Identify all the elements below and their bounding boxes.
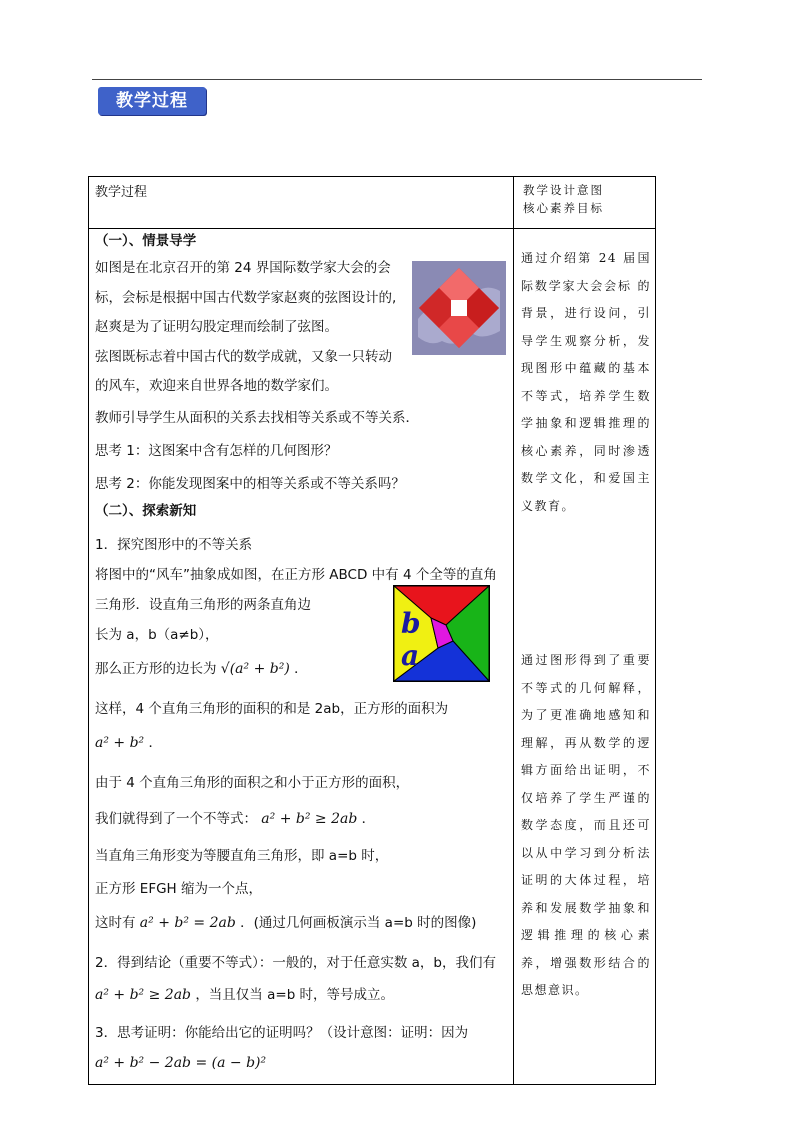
step1-line7: 由于 4 个直角三角形的面积之和小于正方形的面积， — [95, 775, 410, 791]
label-b: b — [401, 607, 421, 640]
inequality-formula: a² + b² ≥ 2ab — [261, 811, 358, 827]
proof-formula: a² + b² − 2ab = (a − b)² — [95, 1055, 267, 1071]
step1-line6 — [95, 731, 162, 751]
side-length-formula: √(a² + b²) — [220, 661, 290, 677]
pinwheel-figure — [393, 585, 490, 682]
step1-line4 — [95, 657, 308, 677]
logo-center-square — [451, 300, 467, 316]
col2-header-line2: 核心素养目标 — [523, 201, 604, 215]
section-badge: 教学过程 — [98, 87, 206, 115]
step1-line2: 三角形．设直角三角形的两条直角边 — [95, 597, 311, 613]
para1-line3: 赵爽是为了证明勾股定理而绘制了弦图。 — [95, 319, 338, 335]
para1-line2: 标，会标是根据中国古代数学家赵爽的弦图设计的, — [95, 290, 397, 306]
step1-line8-end: ． — [361, 811, 376, 827]
step1-line5: 这样，4 个直角三角形的面积的和是 2ab，正方形的面积为 — [95, 701, 449, 717]
para3: 教师引导学生从面积的关系去找相等关系或不等关系． — [95, 410, 419, 426]
equality-formula: a² + b² = 2ab — [139, 915, 236, 931]
step1-line1: 将图中的“风车”抽象成如图，在正方形 ABCD 中有 4 个全等的直角 — [95, 567, 497, 583]
step1-line4-end: ． — [294, 661, 308, 677]
question2: 思考 2：你能发现图案中的相等关系或不等关系吗？ — [95, 476, 405, 492]
col2-header — [523, 181, 604, 217]
lesson-table — [88, 176, 656, 1085]
top-rule — [92, 79, 702, 80]
label-a: a — [401, 639, 420, 672]
question1: 思考 1：这图案中含有怎样的几何图形？ — [95, 443, 338, 459]
congress-logo-image — [412, 261, 506, 355]
step2-line2 — [95, 983, 394, 1003]
step1-line8 — [95, 807, 375, 827]
step1-line11-end: ．(通过几何画板演示当 a=b 时的图像) — [240, 915, 477, 931]
step1-line10: 正方形 EFGH 缩为一个点， — [95, 881, 262, 897]
step1-title: 1．探究图形中的不等关系 — [95, 537, 253, 553]
square-area-formula: a² + b² — [95, 735, 145, 751]
para2-line1: 弦图既标志着中国古代的数学成就，又象一只转动 — [95, 349, 392, 365]
section1-title: （一）、情景导学 — [95, 233, 197, 249]
step1-line4-text: 那么正方形的边长为 — [95, 661, 217, 677]
step3-line1: 3．思考证明：你能给出它的证明吗？（设计意图：证明：因为 — [95, 1025, 469, 1041]
important-inequality-formula: a² + b² ≥ 2ab — [95, 987, 192, 1003]
side-note-1: 通过介绍第 24 届国际数学家大会会标 的背景，进行设问，引导学生观察分析，发现图形中蕴藏的基本不等式，培养学生数学抽象和逻辑推理的核心素养，同时渗透数学文化，和爱国主义教育。 — [521, 251, 651, 513]
table-column-divider — [513, 177, 514, 1084]
para1-line1: 如图是在北京召开的第 24 界国际数学家大会的会 — [95, 260, 391, 276]
para2-line2: 的风车，欢迎来自世界各地的数学家们。 — [95, 378, 338, 394]
step1-line8-text: 我们就得到了一个不等式： — [95, 811, 257, 827]
col1-header: 教学过程 — [95, 185, 148, 200]
step1-line3: 长为 a，b（a≠b）， — [95, 627, 219, 643]
col2-header-line1: 教学设计意图 — [523, 183, 604, 197]
step2-line1: 2．得到结论（重要不等式）：一般的，对于任意实数 a，b，我们有 — [95, 955, 496, 971]
step3-line2 — [95, 1055, 266, 1071]
side-note-2: 通过图形得到了重要不等式的几何解释，为了更准确地感知和理解，再从数学的逻辑方面给出证明，不仅培养了学生严谨的数学态度，而且还可以从中学习到分析法证明的大体过程，培养和发展数学抽象和逻辑推理的核心素养，增强数形结合的思想意识。 — [521, 653, 651, 997]
step2-line2-end: ，当且仅当 a=b 时，等号成立。 — [195, 987, 395, 1003]
section2-title: （二）、探索新知 — [95, 503, 197, 519]
step1-line6-end: ． — [148, 735, 162, 751]
step1-line9: 当直角三角形变为等腰直角三角形，即 a=b 时， — [95, 848, 389, 864]
step1-line11-text: 这时有 — [95, 915, 136, 931]
step1-line11 — [95, 911, 476, 931]
